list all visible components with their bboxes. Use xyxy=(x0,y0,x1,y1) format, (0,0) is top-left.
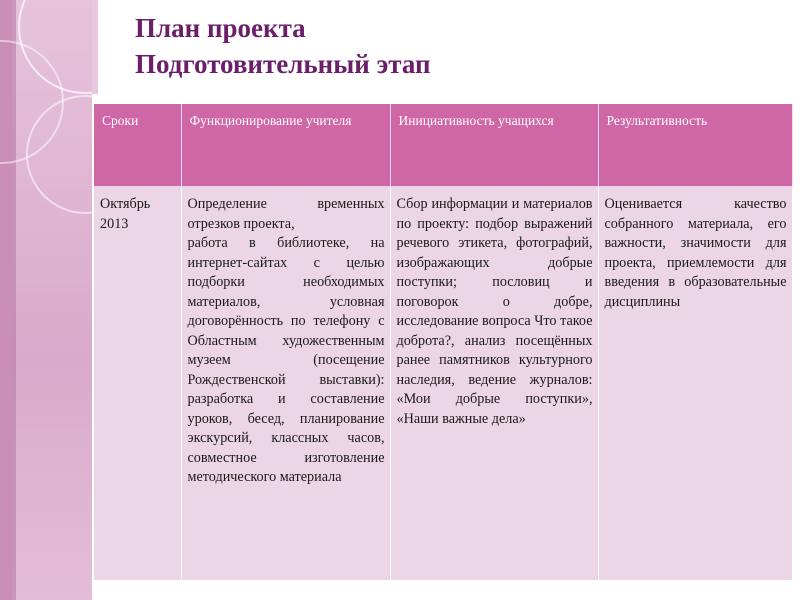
table-header-row xyxy=(94,104,792,186)
decorative-sidebar xyxy=(0,0,92,600)
cell-term: Октябрь 2013 xyxy=(94,186,181,580)
slide-title xyxy=(135,10,431,82)
cell-students: Сбор информации и материалов по проекту: подбор выражений речевого этикета, фотографий, изображающих добрые поступки; пословиц и поговорок о добре, исследование вопроса Что такое доброта?, анализ посещённых ранее памятников культурного наследия, ведение журналов: «Мои добрые поступки», «Наши важные дела» xyxy=(390,186,598,580)
table-row xyxy=(94,186,792,580)
cell-teacher xyxy=(181,186,390,580)
header-terms: Сроки xyxy=(94,104,181,186)
header-teacher: Функционирование учителя xyxy=(181,104,390,186)
teacher-paragraph-1: Определение временных отрезков проекта, xyxy=(187,196,385,232)
title-line-2: Подготовительный этап xyxy=(135,49,431,79)
header-students: Инициативность учащихся xyxy=(390,104,598,186)
teacher-paragraph-2: работа в библиотеке, на интернет-сайтах с целью подборки необходимых материалов, условная договорённость по телефону с Областным художественным музеем (посещение Рождественской выставки): разработка и составление уроков, бесед, планирование экскурсий, классных часов, совместное изготовление методического материала xyxy=(187,235,385,485)
cell-result: Оценивается качество собранного материала, его важности, значимости для проекта, приемлемости для введения в образовательные дисциплины xyxy=(598,186,792,580)
project-plan-table xyxy=(94,104,793,580)
header-result: Результативность xyxy=(598,104,792,186)
title-line-1: План проекта xyxy=(135,13,306,43)
decorative-strip xyxy=(92,0,98,94)
